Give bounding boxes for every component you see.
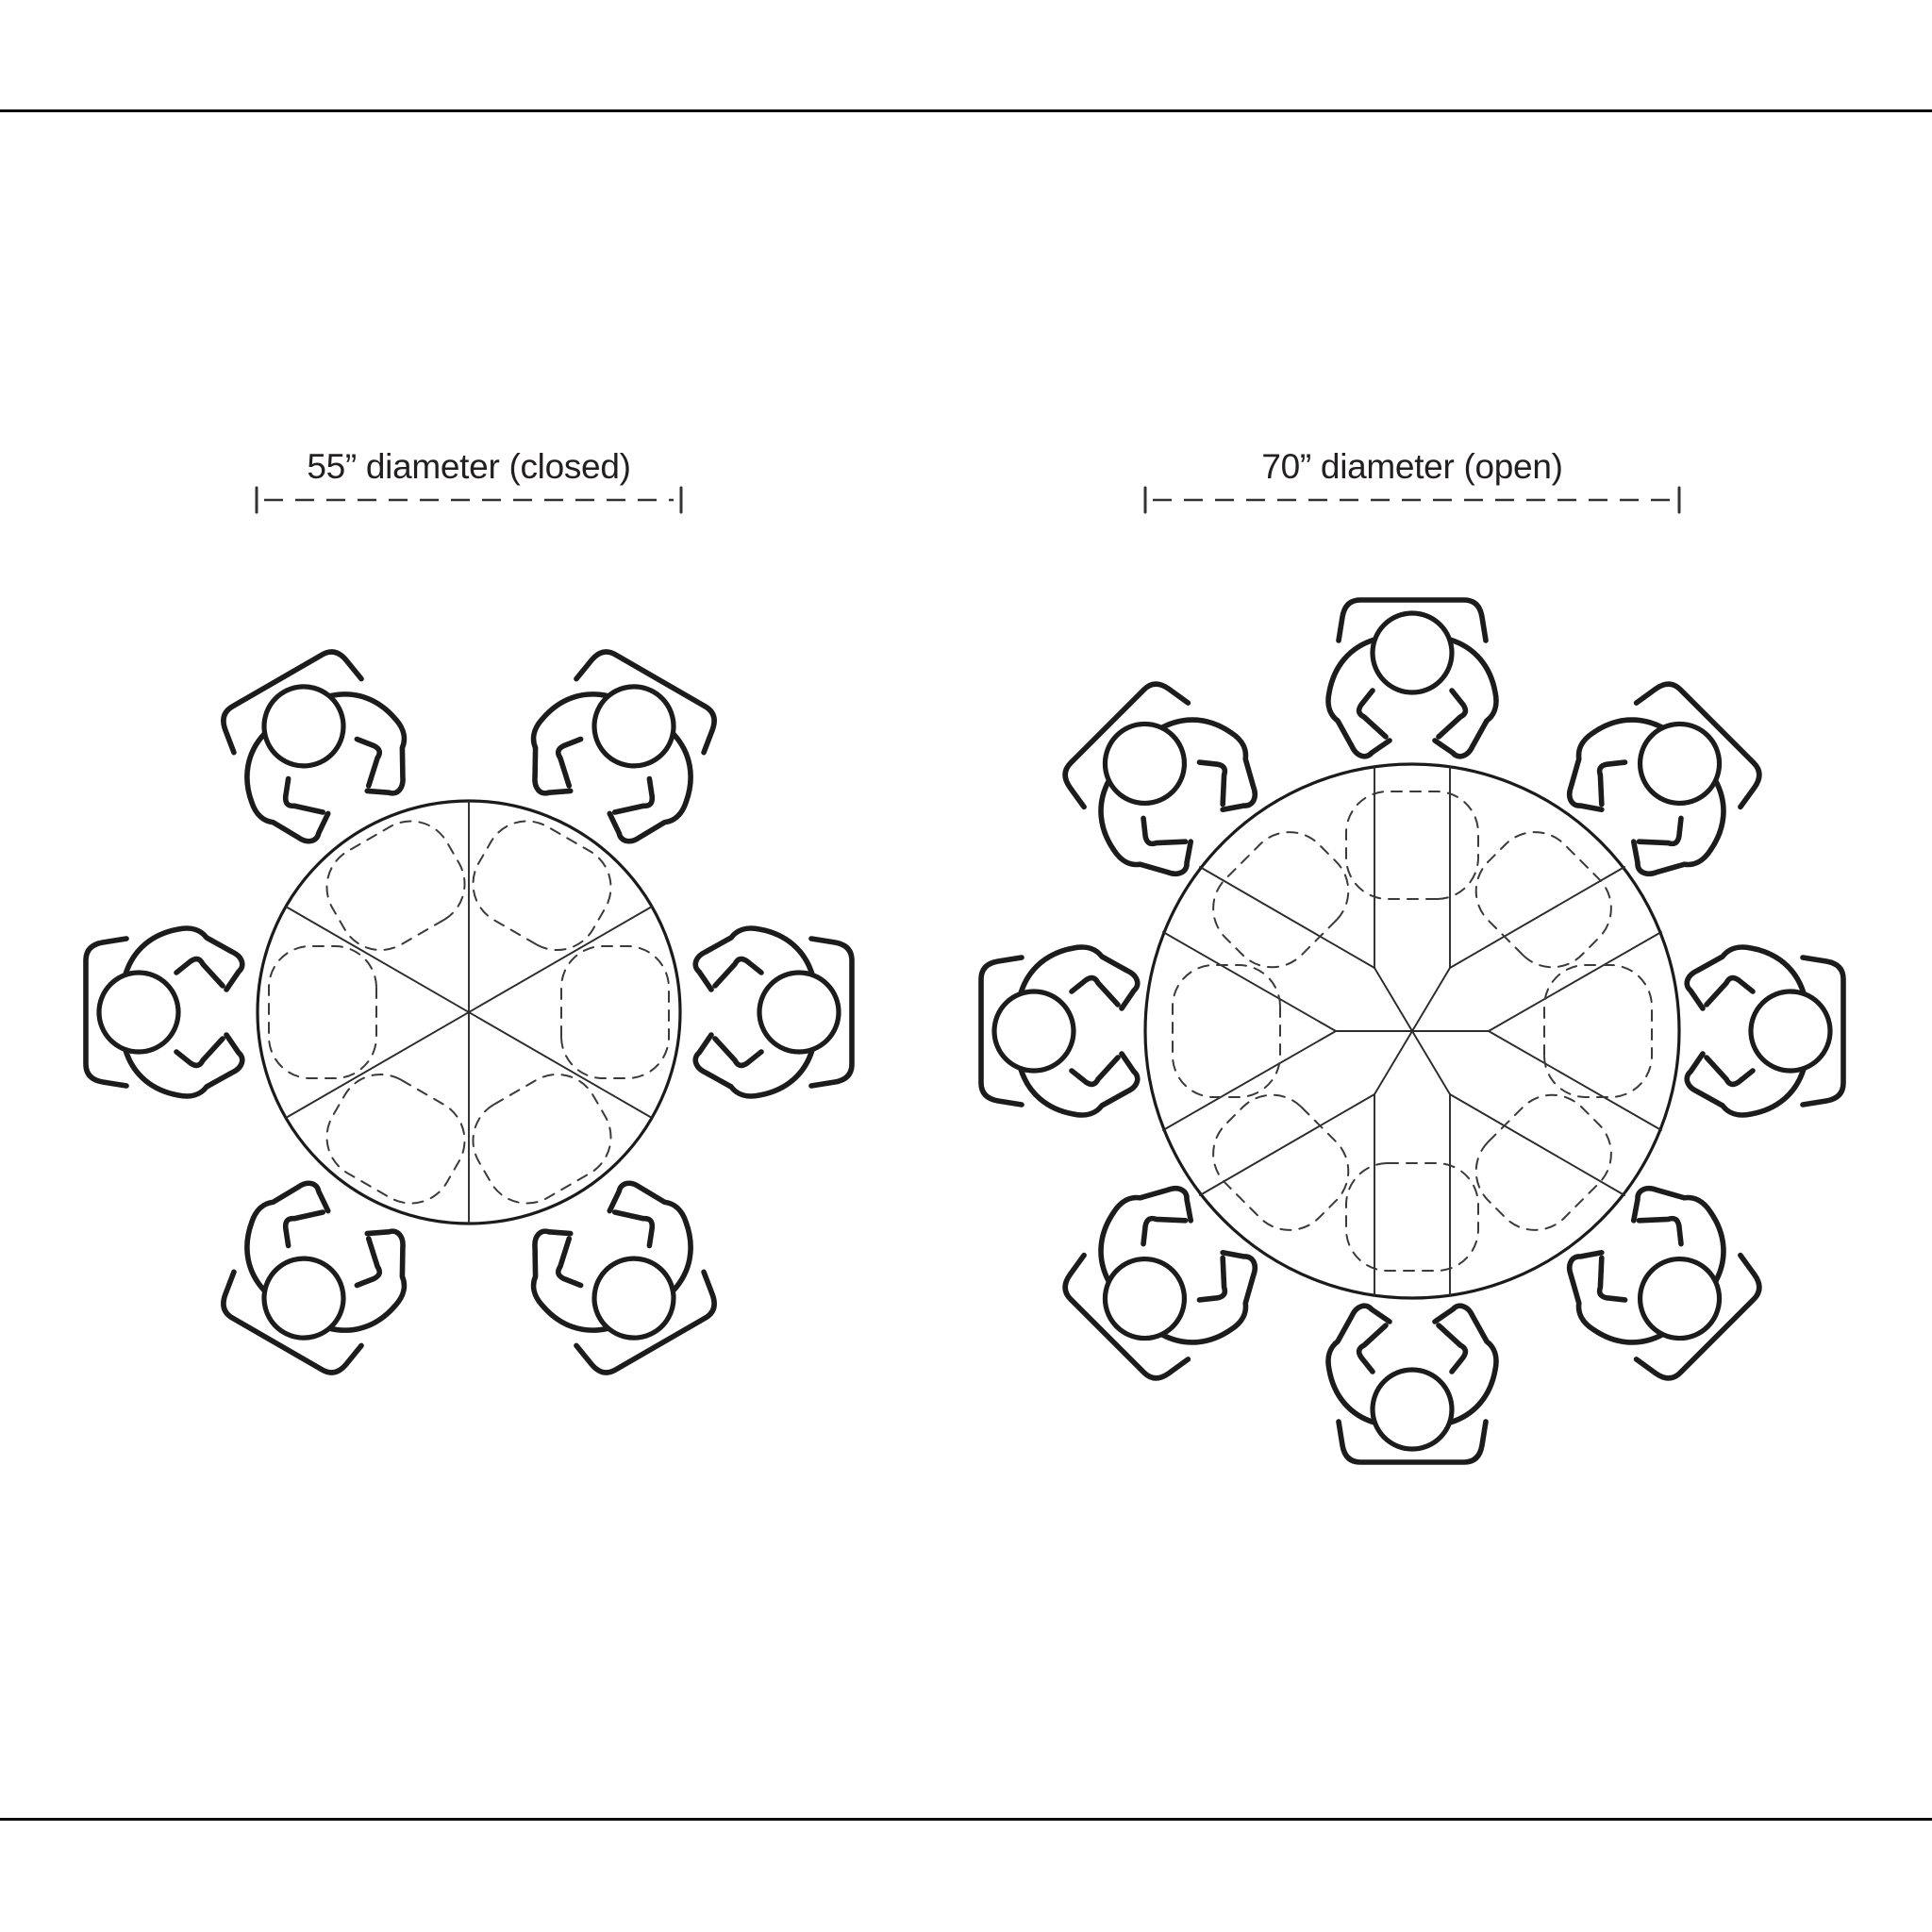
open-table-top (1145, 764, 1679, 1298)
seat-icon-left (981, 947, 1138, 1115)
open-table-diagram (981, 488, 1843, 1462)
closed-table-top (258, 801, 680, 1224)
seat-icon-right (1687, 947, 1843, 1115)
closed-dimension-line (257, 488, 681, 512)
closed-table-dimension-label: 55” diameter (closed) (307, 447, 631, 486)
seat-icon-left (86, 928, 242, 1096)
open-dimension-line (1145, 488, 1679, 512)
seat-icon-right (695, 928, 852, 1096)
open-table-dimension-label: 70” diameter (open) (1261, 447, 1563, 486)
seat-icon-top (1328, 600, 1496, 757)
closed-table-diagram (86, 488, 852, 1386)
seat-icon-bottom (1328, 1306, 1496, 1462)
